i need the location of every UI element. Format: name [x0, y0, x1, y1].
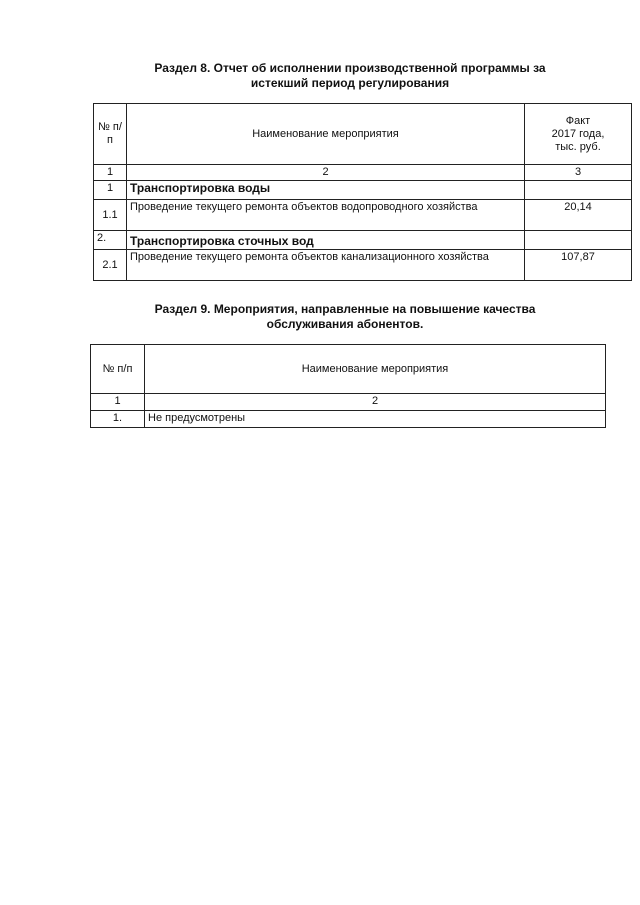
header-fact-line-3: тыс. руб.	[555, 140, 601, 153]
row-num: 1.1	[94, 200, 127, 231]
header-name: Наименование мероприятия	[145, 345, 606, 394]
section-9-title	[80, 302, 610, 332]
column-number: 3	[525, 165, 632, 181]
column-number-row	[94, 165, 632, 181]
column-number-row	[91, 394, 606, 411]
table-row	[91, 411, 606, 428]
column-number: 1	[91, 394, 145, 411]
row-value: 107,87	[525, 250, 632, 281]
row-name: Транспортировка сточных вод	[127, 231, 525, 250]
section-9-title-line-2: обслуживания абонентов.	[266, 317, 424, 331]
section-8-title-line-1: Раздел 8. Отчет об исполнении производственной программы за	[154, 61, 546, 75]
header-fact	[525, 104, 632, 165]
row-num: 1	[94, 181, 127, 200]
column-number: 2	[127, 165, 525, 181]
row-value: 20,14	[525, 200, 632, 231]
row-num: 2.	[94, 231, 127, 250]
column-number: 2	[145, 394, 606, 411]
table-header-row	[94, 104, 632, 165]
section-8-title	[85, 61, 615, 91]
row-num: 1.	[91, 411, 145, 428]
section-9-table	[90, 344, 606, 428]
table-header-row	[91, 345, 606, 394]
table-row	[94, 231, 632, 250]
row-name: Проведение текущего ремонта объектов канализационного хозяйства	[127, 250, 525, 281]
row-value	[525, 231, 632, 250]
section-9-title-line-1: Раздел 9. Мероприятия, направленные на повышение качества	[154, 302, 536, 316]
header-fact-line-2: 2017 года,	[551, 127, 605, 140]
header-num: № п/п	[91, 345, 145, 394]
header-fact-line-1: Факт	[565, 114, 591, 127]
header-name: Наименование мероприятия	[127, 104, 525, 165]
row-name: Не предусмотрены	[145, 411, 606, 428]
table-row	[94, 181, 632, 200]
section-8-table	[93, 103, 632, 281]
row-name: Проведение текущего ремонта объектов водопроводного хозяйства	[127, 200, 525, 231]
row-num: 2.1	[94, 250, 127, 281]
row-name: Транспортировка воды	[127, 181, 525, 200]
header-num: № п/п	[94, 104, 127, 165]
table-row	[94, 250, 632, 281]
row-value	[525, 181, 632, 200]
table-row	[94, 200, 632, 231]
section-8-title-line-2: истекший период регулирования	[250, 76, 450, 90]
column-number: 1	[94, 165, 127, 181]
